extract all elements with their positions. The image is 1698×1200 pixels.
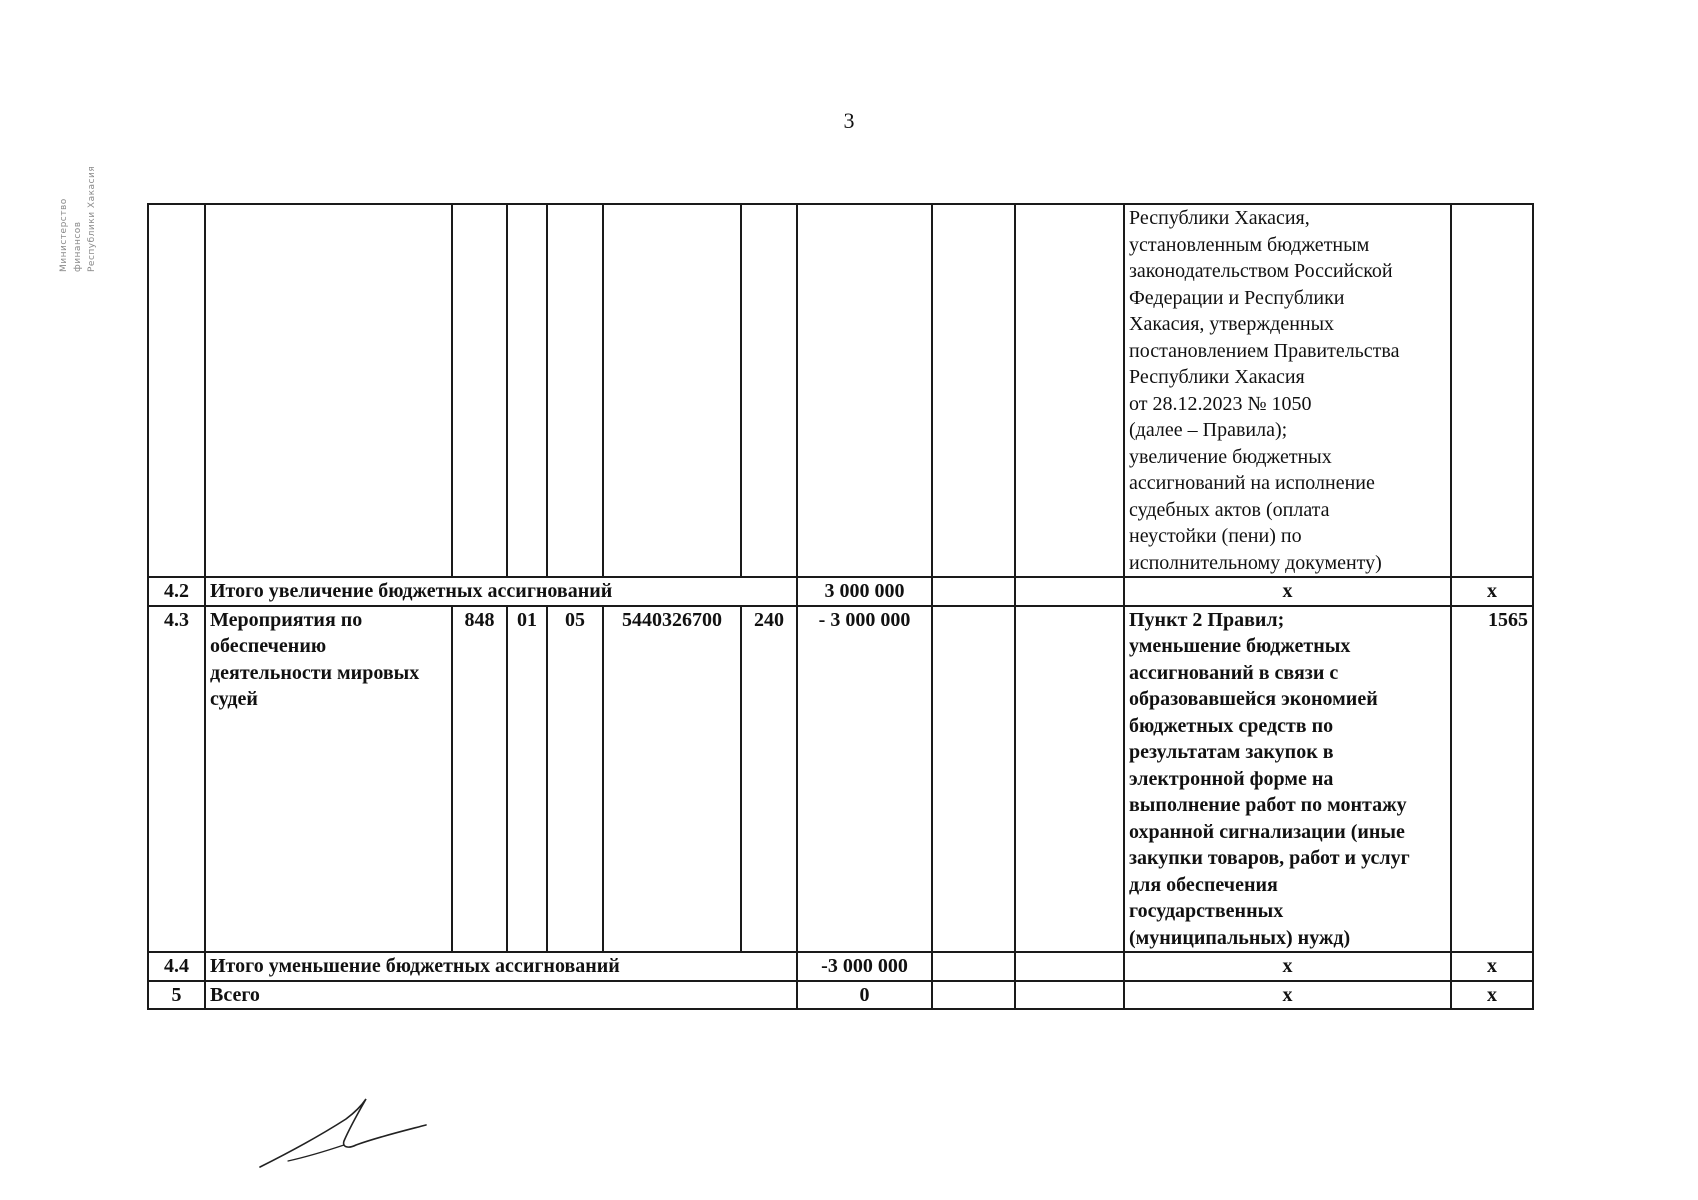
- reason-line: (далее – Правила);: [1129, 419, 1288, 441]
- reason-line: (муниципальных) нужд): [1129, 926, 1351, 949]
- cell-code: х: [1451, 981, 1533, 1010]
- reason-line: неустойки (пени) по: [1129, 525, 1302, 547]
- cell-amount: - 3 000 000: [797, 606, 932, 953]
- reason-line: Республики Хакасия: [1129, 366, 1305, 388]
- cell-empty-2: [1015, 204, 1124, 577]
- reason-line: охранной сигнализации (иные: [1129, 820, 1405, 843]
- reason-line: постановлением Правительства: [1129, 339, 1400, 362]
- cell-amount: -3 000 000: [797, 952, 932, 981]
- signature-icon: [258, 1095, 428, 1175]
- reason-line: выполнение работ по монтажу: [1129, 794, 1407, 816]
- name-line: деятельности мировых: [210, 661, 420, 684]
- reason-line: образовавшейся экономией: [1129, 688, 1378, 710]
- cell-num: 4.2: [148, 577, 205, 606]
- reason-line: Пункт 2 Правил;: [1129, 608, 1285, 631]
- cell-csr: [603, 204, 741, 577]
- stamp-line: Министерство: [59, 198, 69, 272]
- cell-empty-1: [932, 606, 1015, 953]
- reason-line: Федерации и Республики: [1129, 286, 1345, 309]
- name-line: обеспечению: [210, 635, 327, 657]
- cell-amount: 3 000 000: [797, 577, 932, 606]
- reason-line: государственных: [1129, 900, 1284, 922]
- cell-empty-1: [932, 577, 1015, 606]
- cell-num: 5: [148, 981, 205, 1010]
- cell-code: х: [1451, 952, 1533, 981]
- reason-line: законодательством Российской: [1129, 260, 1393, 282]
- cell-rz: 01: [507, 606, 547, 953]
- budget-table: [147, 203, 1534, 1010]
- reason-line: результатам закупок в: [1129, 741, 1334, 763]
- cell-empty-2: [1015, 606, 1124, 953]
- reason-line: закупки товаров, работ и услуг: [1129, 847, 1410, 869]
- cell-label: Итого увеличение бюджетных ассигнований: [205, 577, 797, 606]
- reason-line: бюджетных средств по: [1129, 714, 1334, 737]
- cell-code: [1451, 204, 1533, 577]
- cell-grbs: 848: [452, 606, 507, 953]
- reason-line: электронной форме на: [1129, 767, 1334, 790]
- cell-pr: 05: [547, 606, 603, 953]
- reason-line: Хакасия, утвержденных: [1129, 313, 1335, 335]
- reason-line: для обеспечения: [1129, 873, 1278, 896]
- cell-empty-2: [1015, 577, 1124, 606]
- cell-empty-2: [1015, 981, 1124, 1010]
- page-number: 3: [843, 108, 855, 133]
- cell-amount: [797, 204, 932, 577]
- reason-line: исполнительному документу): [1129, 551, 1382, 574]
- reason-line: увеличение бюджетных: [1129, 445, 1332, 468]
- reason-line: Республики Хакасия,: [1129, 207, 1310, 229]
- cell-grbs: [452, 204, 507, 577]
- name-line: Мероприятия по: [210, 608, 363, 631]
- cell-reason: х: [1124, 981, 1451, 1010]
- reason-line: ассигнований на исполнение: [1129, 472, 1375, 494]
- cell-empty-1: [932, 952, 1015, 981]
- reason-line: судебных актов (оплата: [1129, 498, 1330, 521]
- cell-vr: [741, 204, 797, 577]
- cell-vr: 240: [741, 606, 797, 953]
- reason-line: ассигнований в связи с: [1129, 661, 1339, 684]
- cell-empty-1: [932, 204, 1015, 577]
- cell-reason: [1124, 606, 1451, 953]
- stamp-line: финансов: [73, 221, 83, 272]
- cell-label: Всего: [205, 981, 797, 1010]
- cell-csr: 5440326700: [603, 606, 741, 953]
- table-row-continuation: [148, 204, 1533, 577]
- cell-pr: [547, 204, 603, 577]
- cell-empty-1: [932, 981, 1015, 1010]
- cell-code: 1565: [1451, 606, 1533, 953]
- cell-reason: х: [1124, 952, 1451, 981]
- table-row-grand-total: [148, 981, 1533, 1010]
- cell-num: [148, 204, 205, 577]
- table-row-total-increase: [148, 577, 1533, 606]
- cell-num: 4.4: [148, 952, 205, 981]
- cell-code: х: [1451, 577, 1533, 606]
- cell-reason: [1124, 204, 1451, 577]
- cell-empty-2: [1015, 952, 1124, 981]
- cell-amount: 0: [797, 981, 932, 1010]
- cell-reason: х: [1124, 577, 1451, 606]
- table-row-total-decrease: [148, 952, 1533, 981]
- reason-line: установленным бюджетным: [1129, 233, 1370, 256]
- registration-stamp: [54, 52, 102, 272]
- cell-num: 4.3: [148, 606, 205, 953]
- cell-name: [205, 204, 452, 577]
- reason-line: от 28.12.2023 № 1050: [1129, 392, 1312, 415]
- cell-rz: [507, 204, 547, 577]
- name-line: судей: [210, 688, 258, 710]
- cell-name: [205, 606, 452, 953]
- reason-line: уменьшение бюджетных: [1129, 635, 1351, 657]
- cell-label: Итого уменьшение бюджетных ассигнований: [205, 952, 797, 981]
- stamp-line: Республики Хакасия: [87, 165, 97, 272]
- table-row-decrease: [148, 606, 1533, 953]
